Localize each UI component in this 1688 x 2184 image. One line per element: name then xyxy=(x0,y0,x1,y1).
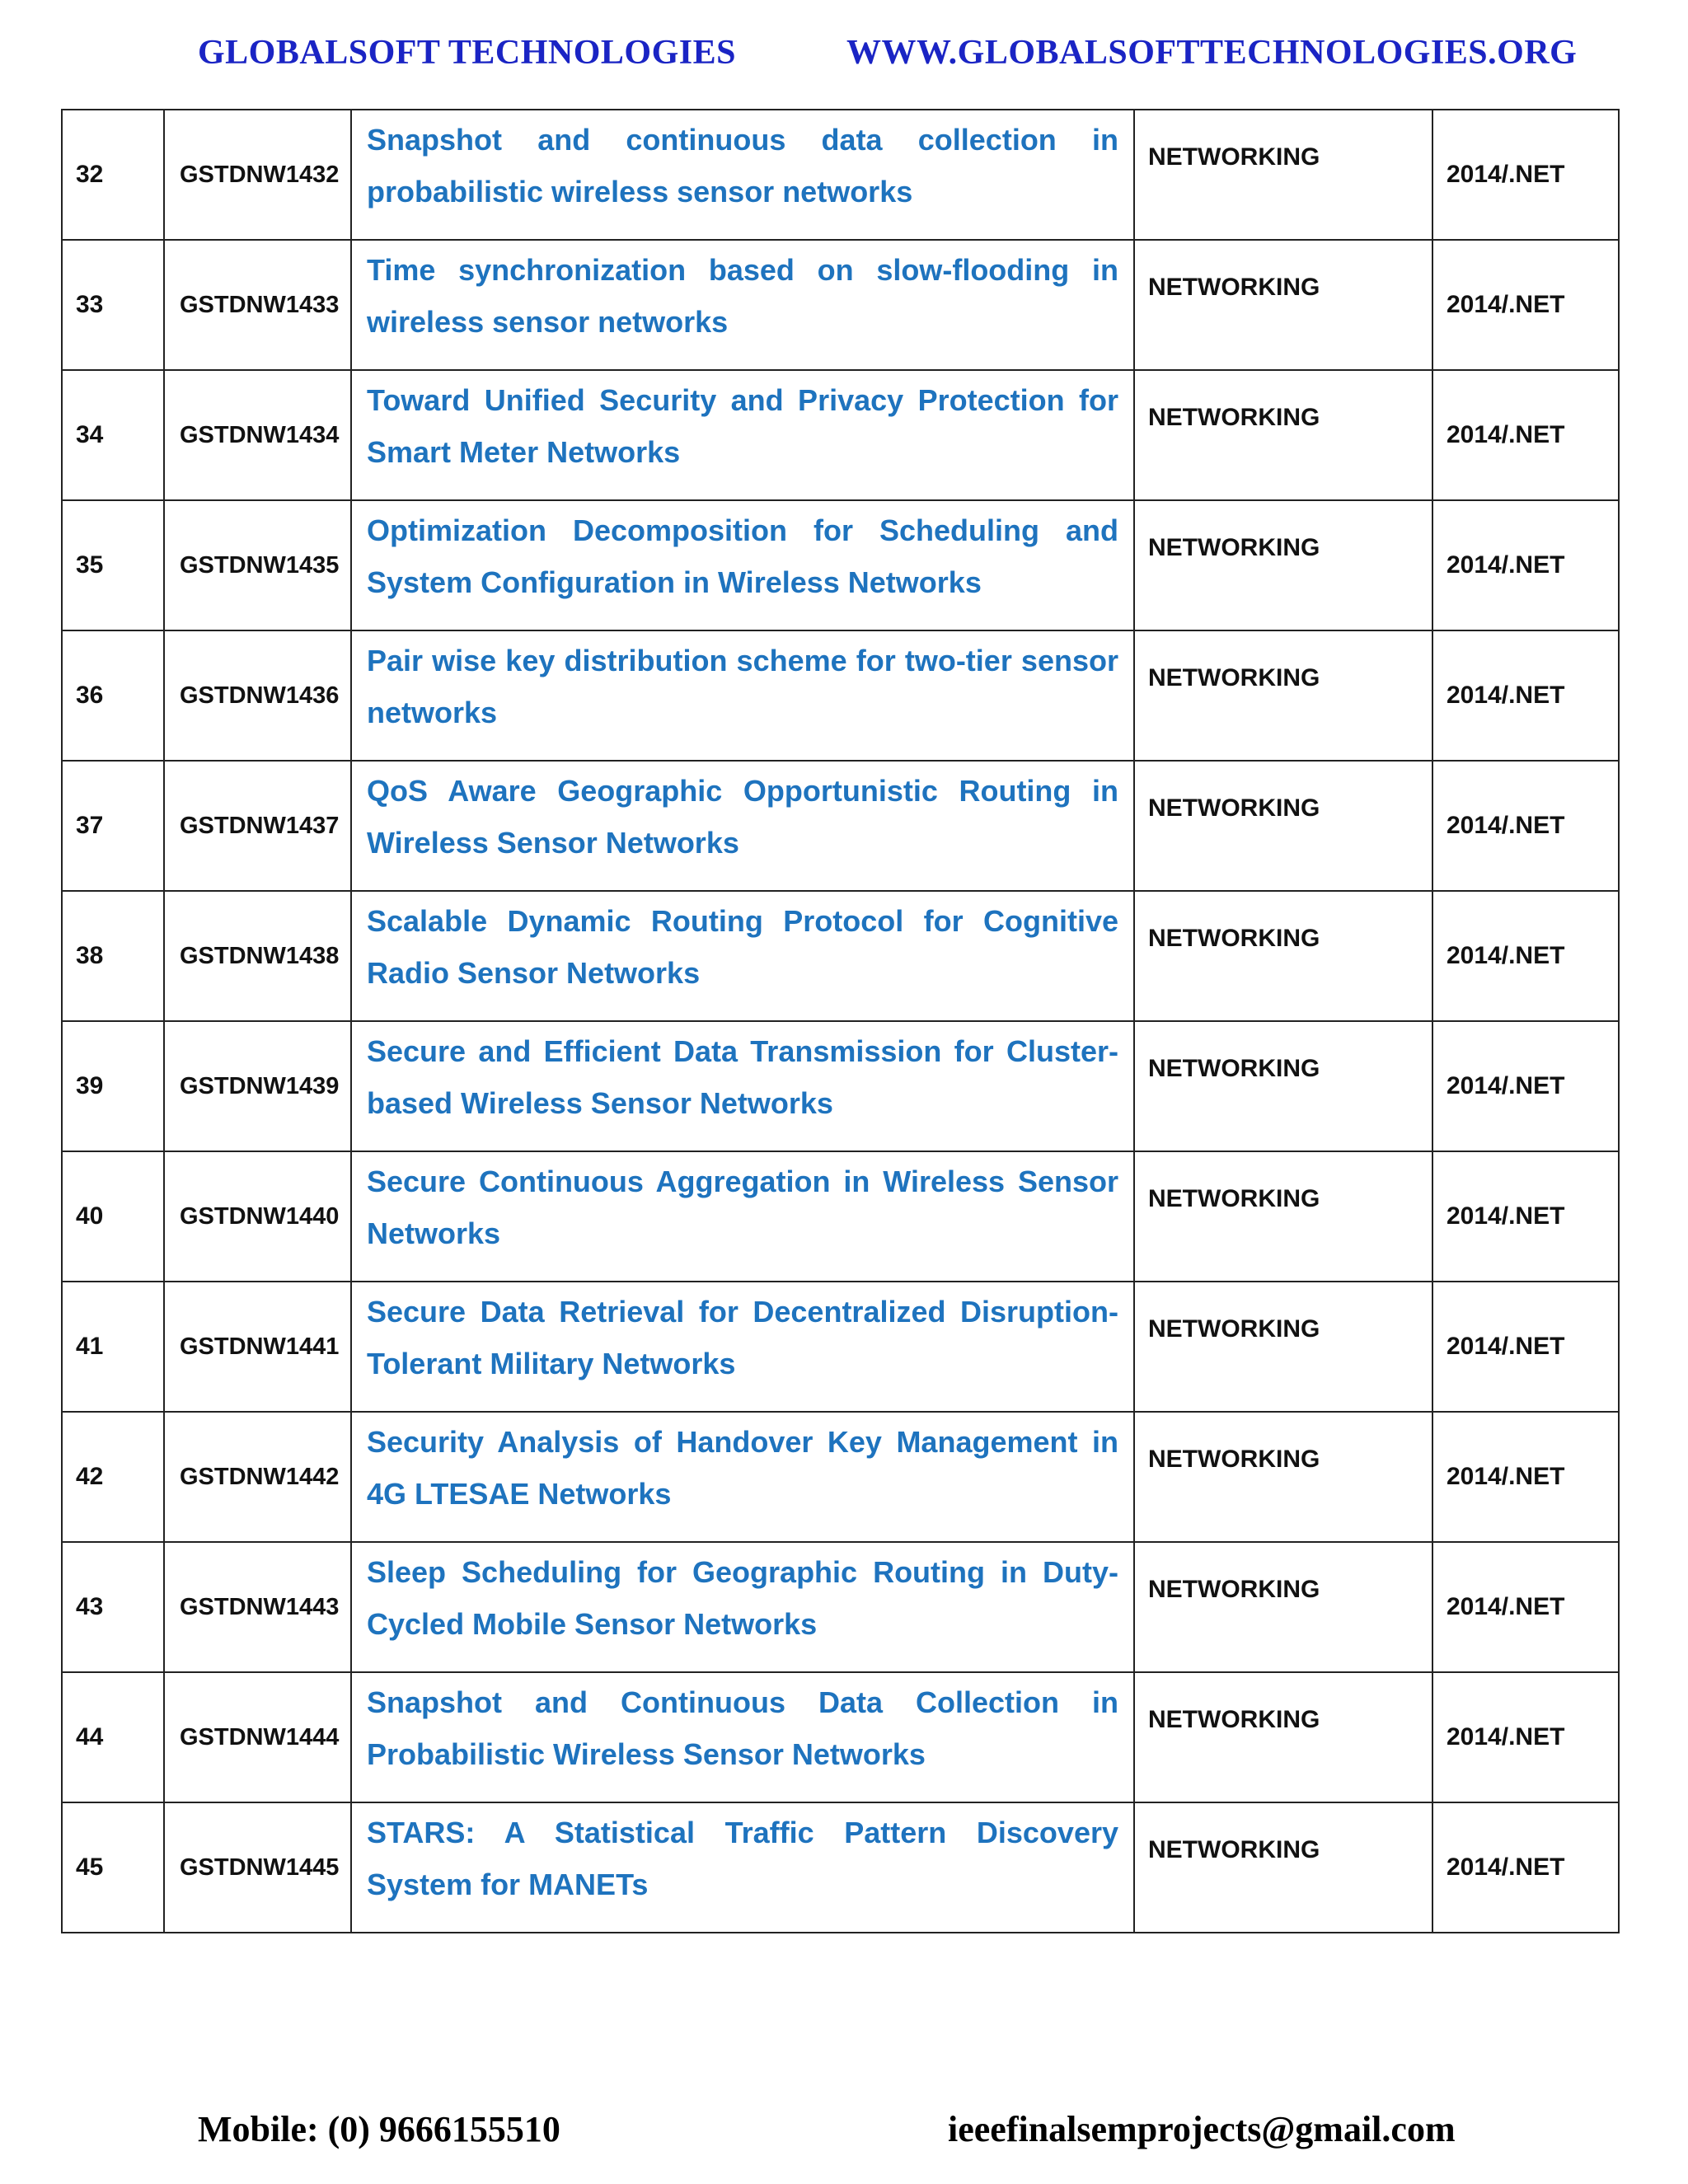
project-title: STARS: A Statistical Traffic Pattern Discovery System for MANETs xyxy=(367,1816,1118,1901)
project-code: GSTDNW1435 xyxy=(164,500,351,630)
project-domain: NETWORKING xyxy=(1134,1021,1432,1151)
project-domain: NETWORKING xyxy=(1134,1412,1432,1542)
table-row xyxy=(62,370,1619,500)
project-title-cell xyxy=(351,110,1134,240)
table-row xyxy=(62,1151,1619,1282)
project-domain: NETWORKING xyxy=(1134,761,1432,891)
project-domain: NETWORKING xyxy=(1134,370,1432,500)
table-row xyxy=(62,1542,1619,1672)
project-title-cell xyxy=(351,1282,1134,1412)
project-code: GSTDNW1441 xyxy=(164,1282,351,1412)
row-number: 41 xyxy=(62,1282,164,1412)
project-title-cell xyxy=(351,240,1134,370)
project-title: Secure Data Retrieval for Decentralized Disruption-Tolerant Military Networks xyxy=(367,1295,1118,1380)
project-title: Pair wise key distribution scheme for two-tier sensor networks xyxy=(367,644,1118,729)
project-year: 2014/.NET xyxy=(1432,891,1619,1021)
projects-table xyxy=(61,109,1620,1933)
project-title-cell xyxy=(351,500,1134,630)
project-title-cell xyxy=(351,891,1134,1021)
project-title-cell xyxy=(351,1412,1134,1542)
project-domain: NETWORKING xyxy=(1134,630,1432,761)
row-number: 39 xyxy=(62,1021,164,1151)
table-row xyxy=(62,891,1619,1021)
project-title: Scalable Dynamic Routing Protocol for Cognitive Radio Sensor Networks xyxy=(367,904,1118,990)
website-url: WWW.GLOBALSOFTTECHNOLOGIES.ORG xyxy=(846,34,1578,72)
project-title: Secure Continuous Aggregation in Wireless Sensor Networks xyxy=(367,1165,1118,1250)
project-domain: NETWORKING xyxy=(1134,1542,1432,1672)
project-code: GSTDNW1434 xyxy=(164,370,351,500)
row-number: 32 xyxy=(62,110,164,240)
project-title: Sleep Scheduling for Geographic Routing in Duty-Cycled Mobile Sensor Networks xyxy=(367,1555,1118,1641)
project-year: 2014/.NET xyxy=(1432,1021,1619,1151)
project-year: 2014/.NET xyxy=(1432,630,1619,761)
project-code: GSTDNW1442 xyxy=(164,1412,351,1542)
project-title: Secure and Efficient Data Transmission for Cluster-based Wireless Sensor Networks xyxy=(367,1034,1118,1120)
project-code: GSTDNW1436 xyxy=(164,630,351,761)
table-row xyxy=(62,1672,1619,1802)
row-number: 35 xyxy=(62,500,164,630)
project-title: Security Analysis of Handover Key Management in 4G LTESAE Networks xyxy=(367,1425,1118,1511)
project-year: 2014/.NET xyxy=(1432,1282,1619,1412)
project-code: GSTDNW1440 xyxy=(164,1151,351,1282)
row-number: 38 xyxy=(62,891,164,1021)
row-number: 33 xyxy=(62,240,164,370)
project-code: GSTDNW1439 xyxy=(164,1021,351,1151)
row-number: 36 xyxy=(62,630,164,761)
project-domain: NETWORKING xyxy=(1134,240,1432,370)
contact-email: ieeefinalsemprojects@gmail.com xyxy=(948,2109,1456,2149)
table-row xyxy=(62,1802,1619,1933)
project-title: Toward Unified Security and Privacy Protection for Smart Meter Networks xyxy=(367,383,1118,469)
mobile-number: Mobile: (0) 9666155510 xyxy=(198,2109,560,2149)
project-title-cell xyxy=(351,1672,1134,1802)
project-domain: NETWORKING xyxy=(1134,1672,1432,1802)
table-row xyxy=(62,1021,1619,1151)
project-year: 2014/.NET xyxy=(1432,110,1619,240)
project-year: 2014/.NET xyxy=(1432,1672,1619,1802)
project-title: Time synchronization based on slow-flooding in wireless sensor networks xyxy=(367,253,1118,339)
project-year: 2014/.NET xyxy=(1432,500,1619,630)
table-row xyxy=(62,761,1619,891)
row-number: 37 xyxy=(62,761,164,891)
project-year: 2014/.NET xyxy=(1432,1151,1619,1282)
row-number: 45 xyxy=(62,1802,164,1933)
project-code: GSTDNW1432 xyxy=(164,110,351,240)
project-domain: NETWORKING xyxy=(1134,891,1432,1021)
project-domain: NETWORKING xyxy=(1134,1802,1432,1933)
project-title-cell xyxy=(351,1021,1134,1151)
project-domain: NETWORKING xyxy=(1134,1282,1432,1412)
table-row xyxy=(62,630,1619,761)
project-title-cell xyxy=(351,1802,1134,1933)
company-name: GLOBALSOFT TECHNOLOGIES xyxy=(198,34,736,72)
project-title-cell xyxy=(351,370,1134,500)
project-title: Snapshot and Continuous Data Collection in Probabilistic Wireless Sensor Networks xyxy=(367,1685,1118,1771)
row-number: 42 xyxy=(62,1412,164,1542)
project-code: GSTDNW1444 xyxy=(164,1672,351,1802)
project-year: 2014/.NET xyxy=(1432,761,1619,891)
project-domain: NETWORKING xyxy=(1134,110,1432,240)
page-footer xyxy=(0,2108,1688,2158)
project-domain: NETWORKING xyxy=(1134,500,1432,630)
row-number: 34 xyxy=(62,370,164,500)
project-domain: NETWORKING xyxy=(1134,1151,1432,1282)
project-code: GSTDNW1438 xyxy=(164,891,351,1021)
project-code: GSTDNW1445 xyxy=(164,1802,351,1933)
project-year: 2014/.NET xyxy=(1432,370,1619,500)
row-number: 43 xyxy=(62,1542,164,1672)
project-title-cell xyxy=(351,1151,1134,1282)
table-row xyxy=(62,240,1619,370)
project-title: Optimization Decomposition for Scheduling and System Configuration in Wireless Networks xyxy=(367,513,1118,599)
project-code: GSTDNW1443 xyxy=(164,1542,351,1672)
project-title: QoS Aware Geographic Opportunistic Routing in Wireless Sensor Networks xyxy=(367,774,1118,860)
row-number: 44 xyxy=(62,1672,164,1802)
table-row xyxy=(62,1282,1619,1412)
project-title-cell xyxy=(351,761,1134,891)
project-year: 2014/.NET xyxy=(1432,240,1619,370)
table-row xyxy=(62,500,1619,630)
page-header xyxy=(0,33,1688,82)
project-title: Snapshot and continuous data collection in probabilistic wireless sensor networks xyxy=(367,123,1118,209)
project-code: GSTDNW1437 xyxy=(164,761,351,891)
row-number: 40 xyxy=(62,1151,164,1282)
project-year: 2014/.NET xyxy=(1432,1542,1619,1672)
project-code: GSTDNW1433 xyxy=(164,240,351,370)
table-row xyxy=(62,110,1619,240)
project-title-cell xyxy=(351,1542,1134,1672)
project-year: 2014/.NET xyxy=(1432,1412,1619,1542)
project-year: 2014/.NET xyxy=(1432,1802,1619,1933)
project-title-cell xyxy=(351,630,1134,761)
table-row xyxy=(62,1412,1619,1542)
